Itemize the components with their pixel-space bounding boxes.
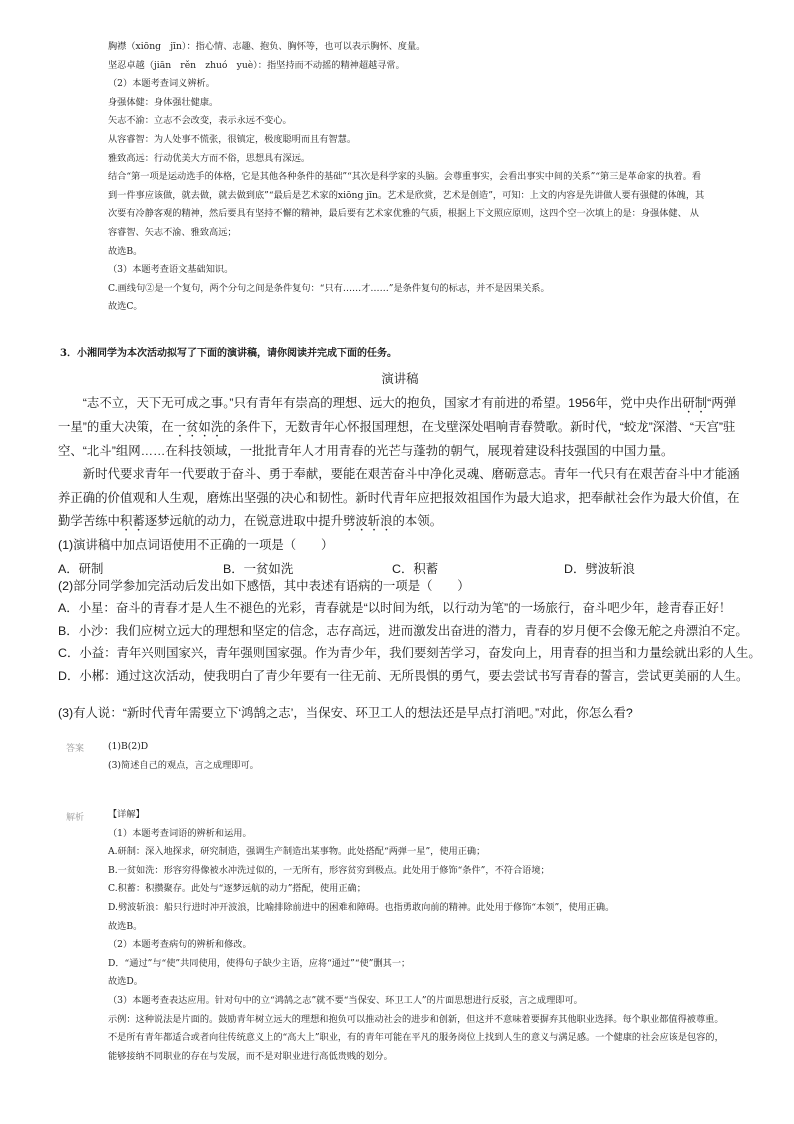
analysis-line: （2）本题考查病句的辨析和修改。 bbox=[108, 939, 252, 951]
sub-question-2: (2)部分同学参加完活动后发出如下感悟，其中表述有语病的一项是（ ） bbox=[58, 579, 470, 593]
dotted-word: 劈波斩浪 bbox=[342, 514, 393, 529]
text-line: 故选C。 bbox=[108, 301, 143, 313]
analysis-line: （3）本题考查表达应用。针对句中的立“鸿鹄之志”就不要“当保安、环卫工人”的片面思想进行反驳，言之成理即可。 bbox=[108, 994, 583, 1006]
text-line: 坚忍卓越（jiān rěn zhuó yuè）：指坚持而不动摇的精神超越寻常。 bbox=[108, 59, 405, 71]
speech-paragraph-2 bbox=[58, 463, 742, 534]
text-run: 逐梦远航的动力，在锐意进取中提升 bbox=[144, 514, 343, 529]
text-line: （2）本题考查词义辨析。 bbox=[108, 78, 215, 90]
analysis-line: 故选B。 bbox=[108, 920, 143, 932]
text-run: 的条件下，无数青年心怀报国理想，在戈壁深处唱响青春赞歌。新时代，“蛟龙”深潜、“天宫”驻空、“北斗”组网……在科技领域，一批批青年人才用青春的光芒与蓬勃的朝气，展现着建设科技强国的中国力量。 bbox=[58, 419, 736, 458]
option-c: C．积蓄 bbox=[392, 561, 439, 576]
dotted-word: 研制 bbox=[682, 395, 708, 410]
analysis-line: A.研制：深入地探求，研究制造，强调生产制造出某事物。此处搭配“两弹一星”，使用正确； bbox=[108, 846, 486, 858]
text-run: 的本领。 bbox=[392, 514, 443, 529]
answer-line: (3)简述自己的观点，言之成理即可。 bbox=[108, 759, 259, 771]
dotted-word: 积蓄 bbox=[119, 514, 145, 529]
analysis-line: 【详解】 bbox=[108, 809, 145, 820]
text-line: 故选B。 bbox=[108, 245, 143, 257]
text-line: 从容睿智：为人处事不慌张，很镇定，极度聪明而且有智慧。 bbox=[108, 133, 357, 145]
previous-answer-explanation bbox=[108, 38, 708, 317]
text-line: 胸襟（xiōng jīn）：指心情、志趣、抱负、胸怀等，也可以表示胸怀、度量。 bbox=[108, 41, 426, 52]
text-line: 矢志不渝：立志不会改变，表示永远不变心。 bbox=[108, 115, 292, 127]
speech-title: 演讲稿 bbox=[381, 372, 419, 386]
analysis-line: （1）本题考查词语的辨析和运用。 bbox=[108, 827, 252, 839]
answer-label: 答案 bbox=[66, 744, 85, 754]
speech-paragraph-1 bbox=[58, 392, 742, 464]
option-d: D．小郴：通过这次活动，使我明白了青少年要有一往无前、无所畏惧的勇气，要去尝试书写青春的誓言，尝试更美丽的人生。 bbox=[58, 668, 749, 683]
option-a: A．小星：奋斗的青春才是人生不褪色的光彩，青春就是“以时间为纸，以行动为笔”的一场旅行，奋斗吧少年，趁青春正好！ bbox=[58, 601, 732, 616]
analysis-line: D．“通过”与“使”共同使用，使得句子缺少主语，应将“通过”“使”删其一； bbox=[108, 957, 411, 969]
text-line: （3）本题考查语文基础知识。 bbox=[108, 264, 234, 276]
text-line: C.画线句②是一个复句，两个分句之间是条件复句：“只有……才……”是条件复句的标志，并不是因果关系。 bbox=[108, 282, 550, 294]
analysis-line: 故选D。 bbox=[108, 976, 143, 988]
dotted-word: 一贫如洗 bbox=[173, 419, 224, 434]
option-a: A．研制 bbox=[58, 561, 104, 576]
option-d: D．劈波斩浪 bbox=[564, 561, 635, 576]
sub-question-2-block bbox=[58, 575, 761, 687]
text-line: 结合“第一项是运动选手的体格，它是其他各种条件的基础”“其次是科学家的头脑。会尊重事实，会看出事实中间的关系”“第三是革命家的执着。看到一件事应该做，就去做，就去做到底”“最后是艺术家的xiōng jīn。艺术是欣赏，艺术是创造”，可知：上文的内容是先讲做人要有强健的体魄，其次要有冷静客观的精神，然后要具有坚持不懈的精神，最后要有艺术家优雅的气质，根据上下文照应原则，这四个空一次填上的是：身强体健、 从容睿智、矢志不渝、雅致高远； bbox=[108, 171, 705, 238]
text-run: 新时代要求青年一代要敢于奋斗、勇于奉献，要能在艰苦奋斗中净化灵魂、磨砺意志。青年一代只有在艰苦奋斗中才能涵养正确的价值观和人生观，磨炼出坚强的决心和韧性。新时代青年应把报效祖国作为最大追求，把奉献社会作为最大价值，在勤学苦练中 bbox=[58, 467, 740, 529]
sub-question-3: (3)有人说：“新时代青年需要立下‘鸿鹄之志’，当保安、环卫工人的想法还是早点打消吧。”对此，你怎么看? bbox=[58, 706, 633, 720]
option-b: B．一贫如洗 bbox=[223, 561, 294, 576]
analysis-block bbox=[108, 806, 728, 1066]
analysis-line: D.劈波斩浪：船只行进时冲开波浪，比喻排除前进中的困难和障碍。也指勇敢向前的精神。此处用于修饰“本领”，使用正确。 bbox=[108, 901, 615, 913]
sub-question-1: (1)演讲稿中加点词语使用不正确的一项是（ ） bbox=[58, 538, 334, 553]
answer-line: (1)B(2)D bbox=[108, 741, 149, 752]
option-c: C．小益：青年兴则国家兴，青年强则国家强。作为青少年，我们要刻苦学习，奋发向上，用青春的担当和力量绘就出彩的人生。 bbox=[58, 646, 761, 661]
analysis-line: 示例：这种说法是片面的。鼓励青年树立远大的理想和抱负可以推动社会的进步和创新，但这并不意味着要摒弃其他职业选择。每个职业都值得被尊重。不是所有青年都适合或者向往传统意义上的“高大上”职业，有的青年可能在平凡的服务岗位上找到人生的意义与满足感。一个健康的社会应该是包容的，能够接纳不同职业的存在与发展，而不是对职业进行高低贵贱的划分。 bbox=[108, 1013, 724, 1062]
text-line: 身强体健：身体强壮健康。 bbox=[108, 96, 219, 108]
option-b: B．小沙：我们应树立远大的理想和坚定的信念，志存高远，进而激发出奋进的潜力，青春的岁月便不会像无舵之舟漂泊不定。 bbox=[58, 623, 748, 638]
question-3-heading: 3．小湘同学为本次活动拟写了下面的演讲稿，请你阅读并完成下面的任务。 bbox=[60, 348, 397, 359]
analysis-label: 解析 bbox=[66, 813, 85, 823]
text-run: “两弹一星”的重大决策，在 bbox=[58, 395, 737, 434]
text-line: 雅致高远：行动优美大方而不俗，思想具有深远。 bbox=[108, 152, 311, 164]
analysis-line: C.积蓄：积攒聚存。此处与“逐梦远航的动力”搭配，使用正确； bbox=[108, 883, 366, 895]
speech-passage bbox=[58, 368, 742, 582]
answer-block bbox=[108, 738, 259, 775]
text-run: “志不立，天下无可成之事。”只有青年有崇高的理想、远大的抱负，国家才有前进的希望。1956年，党中央作出 bbox=[82, 395, 683, 410]
analysis-line: B.一贫如洗：形容穷得像被水冲洗过似的，一无所有，形容贫穷到极点。此处用于修饰“条件”，不符合语境； bbox=[108, 864, 550, 876]
